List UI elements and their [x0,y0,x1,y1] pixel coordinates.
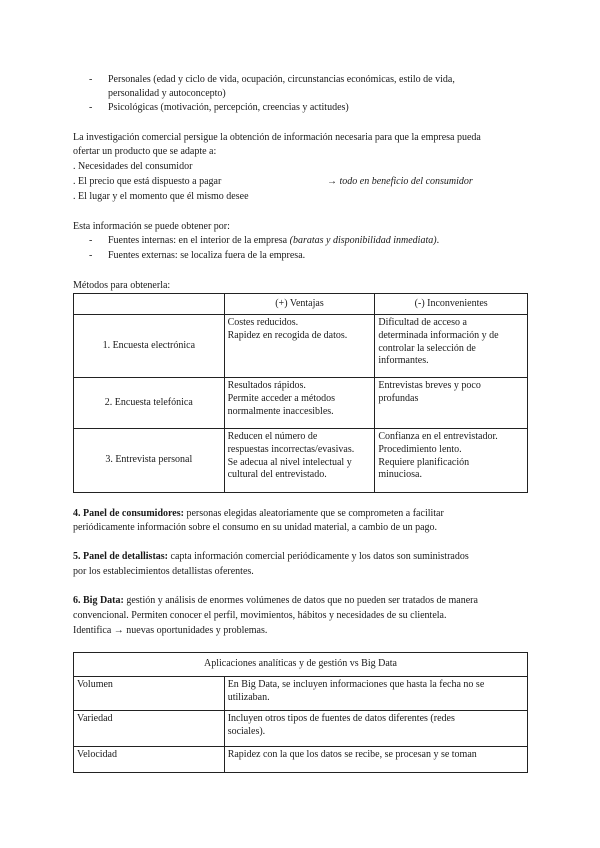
table-row [74,711,528,747]
section-text: capta información comercial periódicamente y los datos son suministrados [168,551,469,562]
pros-cell [224,429,375,493]
source-text: Fuentes internas: en el interior de la empresa [108,235,290,246]
list-dash: - [89,235,93,246]
section-heading: 5. Panel de detallistas: [73,551,168,562]
cell-line: Costes reducidos. [227,317,299,328]
method-name: 2. Encuesta telefónica [74,378,225,429]
cell-line: Dificultad de acceso a [378,317,467,328]
section-text: gestión y análisis de enormes volúmenes de datos que no pueden ser tratados de manera [123,595,478,606]
method-name: 1. Encuesta electrónica [74,315,225,378]
cell-line: En Big Data, se incluyen informaciones que hasta la fecha no se [227,679,485,690]
intro-line: ofertar un producto que se adapte a: [73,146,217,157]
header-cell [74,294,225,315]
arrow-note: → todo en beneficio del consumidor [327,176,473,187]
list-text-cont: personalidad y autoconcepto) [108,88,226,99]
cell-line: Permite acceder a métodos [227,392,336,404]
table-row [74,747,528,773]
pros-cell [224,315,375,378]
header-cell: (-) Inconvenientes [375,294,528,315]
section-line [73,550,469,564]
cell-line: cultural del entrevistado. [227,469,327,481]
cell-line: respuestas incorrectas/evasivas. [227,443,355,455]
bigdata-header: Aplicaciones analíticas y de gestión vs Big Data [74,653,528,677]
section-text: personas elegidas aleatoriamente que se comprometen a facilitar [183,508,444,519]
cell-line: Reducen el número de [227,431,318,442]
cons-cell [375,429,528,493]
cell-line: informantes. [378,355,429,367]
cell-line: Confianza en el entrevistador. [378,431,498,442]
list-text [108,234,439,248]
need-item: . El precio que está dispuesto a pagar [73,176,222,187]
section-line [73,507,444,521]
cell-line: Procedimiento lento. [378,443,462,455]
list-text: Fuentes externas: se localiza fuera de la empresa. [108,250,306,261]
cell-line: Rapidez en recogida de datos. [227,329,348,341]
cell-line: profundas [378,392,419,404]
cell-line: determinada información y de [378,329,499,341]
table-row [74,429,528,493]
cell-line: Entrevistas breves y poco [378,380,481,391]
need-item: . Necesidades del consumidor [73,161,193,172]
intro-line: La investigación comercial persigue la obtención de información necesaria para que la empresa pueda [73,132,481,143]
pros-cell [224,378,375,429]
cell-line: utilizaban. [227,691,270,703]
aspect-desc [224,677,527,711]
need-item: . El lugar y el momento que él mismo desee [73,191,249,202]
cell-line: Incluyen otros tipos de fuentes de datos diferentes (redes [227,713,455,724]
section-line: convencional. Permiten conocer el perfil, movimientos, hábitos y necesidades de su clientela. [73,610,447,621]
cons-cell [375,315,528,378]
header-cell: (+) Ventajas [224,294,375,315]
method-name: 3. Entrevista personal [74,429,225,493]
section-line: periódicamente información sobre el consumo en su unidad material, a cambio de un pago. [73,522,438,533]
list-text: Personales (edad y ciclo de vida, ocupación, circunstancias económicas, estilo de vida, [108,74,455,85]
cell-line: minuciosa. [378,469,422,481]
source-note: (baratas y disponibilidad inmediata) [289,235,437,246]
cell-line: Se adecua al nivel intelectual y [227,456,352,468]
bigdata-table [73,652,528,773]
sources-title: Esta información se puede obtener por: [73,221,230,232]
section-line [73,594,478,608]
list-dash: - [89,250,93,261]
section-line: por los establecimientos detallistas oferentes. [73,566,254,577]
aspect-name: Volumen [74,677,225,711]
table-row [74,677,528,711]
methods-table [73,293,528,493]
table-row [74,315,528,378]
list-dash: - [89,102,93,113]
aspect-desc [224,747,527,773]
cell-line: sociales). [227,725,266,737]
aspect-name: Velocidad [74,747,225,773]
cell-line: Resultados rápidos. [227,380,306,391]
aspect-name: Variedad [74,711,225,747]
section-heading: 6. Big Data: [73,595,124,606]
table-row [74,378,528,429]
cell-line: controlar la selección de [378,342,476,354]
methods-title: Métodos para obtenerla: [73,280,171,291]
cell-line: Rapidez con la que los datos se recibe, se procesan y se toman [227,749,477,760]
section-heading: 4. Panel de consumidores: [73,508,184,519]
list-dash: - [89,74,93,85]
cell-line: normalmente inaccesibles. [227,405,334,417]
cell-line: Requiere planificación [378,456,470,468]
cons-cell [375,378,528,429]
list-text: Psicológicas (motivación, percepción, creencias y actitudes) [108,102,349,113]
source-end: . [436,235,440,246]
section-line: Identifica → nuevas oportunidades y problemas. [73,625,268,636]
aspect-desc [224,711,527,747]
